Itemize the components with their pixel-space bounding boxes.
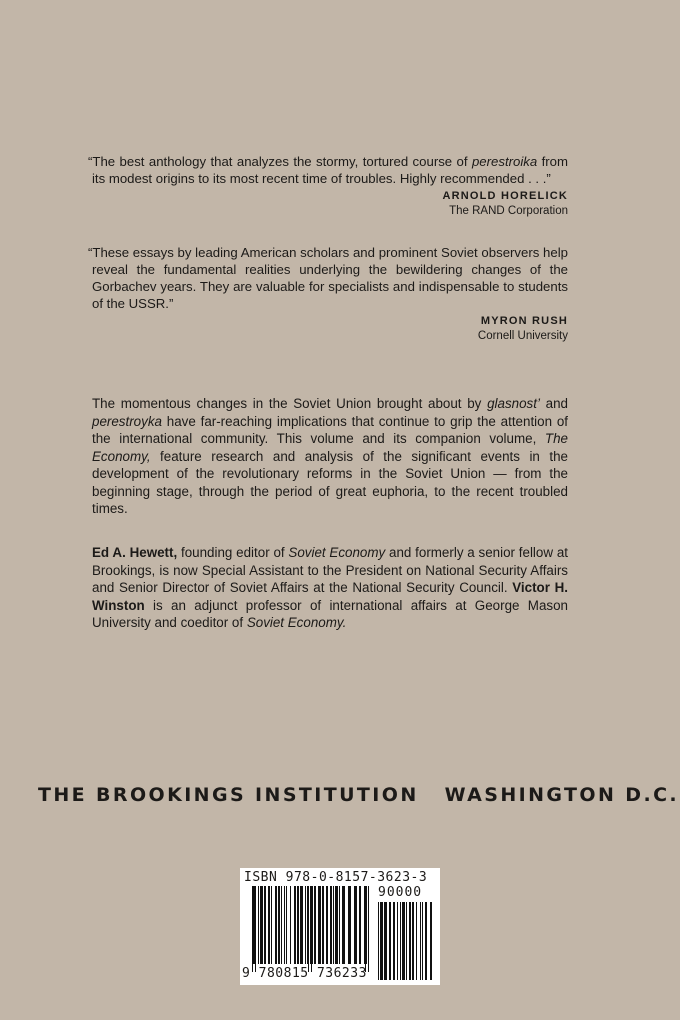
- barcode-bar: [335, 886, 338, 964]
- book-description: [92, 395, 568, 518]
- barcode-bar: [354, 886, 357, 964]
- text-run: founding editor of: [177, 545, 289, 560]
- barcode-bar: [406, 902, 407, 980]
- barcode-bar: [294, 886, 296, 964]
- barcode-bar: [339, 886, 340, 964]
- text-run: The Economy,: [92, 431, 568, 464]
- barcode-bar: [260, 886, 263, 964]
- endorser-organization: Cornell University: [477, 330, 568, 342]
- barcode-guard-bar: [308, 886, 309, 972]
- barcode-bar: [286, 886, 287, 964]
- publisher-line: [38, 784, 680, 806]
- barcode-guard-bar: [368, 886, 369, 972]
- barcode-bar: [284, 886, 285, 964]
- text-run: Soviet Economy: [288, 545, 386, 560]
- barcode-guard-bar: [255, 886, 256, 972]
- barcode-bar: [422, 902, 423, 980]
- text-run: and: [539, 396, 568, 411]
- barcode-bar: [275, 886, 277, 964]
- barcode-bar: [290, 886, 291, 964]
- barcode-bar: [264, 886, 266, 964]
- text-run: Ed A. Hewett,: [92, 545, 178, 560]
- barcode-bar: [364, 886, 365, 964]
- barcode-bar: [378, 902, 379, 980]
- barcode: [240, 868, 440, 985]
- barcode-guard-bar: [252, 886, 253, 972]
- barcode-bar: [297, 886, 299, 964]
- text-run: and formerly a senior fellow at Brookings, is now Special Assistant to the President on National Security Affairs and Senior Director of Soviet Affairs at the National Security Council.: [92, 545, 568, 595]
- text-run: Soviet Economy.: [246, 615, 347, 630]
- barcode-guard-bar: [311, 886, 312, 972]
- barcode-bar: [342, 886, 345, 964]
- text-run: Victor H. Winston: [92, 580, 568, 613]
- barcode-bar: [393, 902, 395, 980]
- barcode-bar: [258, 886, 259, 964]
- barcode-bar: [384, 902, 387, 980]
- barcode-bar: [348, 886, 351, 964]
- barcode-bar: [397, 902, 398, 980]
- barcode-bar: [322, 886, 324, 964]
- publisher-city: WASHINGTON D.C.: [444, 784, 680, 806]
- text-run: feature research and analysis of the significant events in the development of the revolutionary reforms in the Soviet Union — from the beginning stage, through the period of great euphoria, to the recent troubled times.: [92, 448, 568, 516]
- endorsement-attribution: [92, 314, 568, 343]
- endorsement-quote: [88, 153, 569, 187]
- text-run: perestroika: [471, 154, 538, 169]
- endorser-organization: The RAND Corporation: [449, 205, 568, 217]
- endorser-name: MYRON RUSH: [480, 315, 568, 327]
- barcode-bar: [425, 902, 427, 980]
- barcode-bar: [409, 902, 411, 980]
- barcode-bar: [389, 902, 391, 980]
- barcode-bar: [333, 886, 334, 964]
- barcode-bar: [281, 886, 282, 964]
- barcode-bar: [402, 902, 405, 980]
- barcode-bar: [314, 886, 316, 964]
- barcode-bar: [416, 902, 417, 980]
- barcode-bar: [305, 886, 306, 964]
- text-run: from its modest origins to its most recent time of troubles. Highly recommended . . .”: [92, 154, 569, 186]
- endorsement-attribution: [92, 189, 568, 218]
- barcode-bar: [326, 886, 328, 964]
- barcode-bar: [359, 886, 361, 964]
- barcode-guard-bar: [365, 886, 366, 972]
- text-run: “The best anthology that analyzes the stormy, tortured course of: [88, 154, 472, 169]
- barcode-bar: [271, 886, 272, 964]
- text-run: glasnost’: [487, 396, 540, 411]
- barcode-bar: [300, 886, 303, 964]
- isbn-label: ISBN 978-0-8157-3623-3: [244, 870, 428, 885]
- barcode-bar: [318, 886, 321, 964]
- endorsement-2: [88, 244, 568, 343]
- barcode-bar: [268, 886, 270, 964]
- endorsement-1: [88, 153, 569, 218]
- text-run: have far-reaching implications that continue to grip the attention of the international community. This volume and its companion volume,: [92, 413, 568, 446]
- endorser-name: ARNOLD HORELICK: [442, 190, 568, 202]
- text-run: “These essays by leading American scholars and prominent Soviet observers help reveal the fundamental realities underlying the bewildering changes of the Gorbachev years. They are valuable for specialists and indispensable to students of the USSR.”: [88, 245, 568, 311]
- barcode-bar: [278, 886, 280, 964]
- barcode-bar: [330, 886, 332, 964]
- barcode-bar: [400, 902, 401, 980]
- text-run: The momentous changes in the Soviet Union brought about by: [92, 396, 488, 411]
- publisher-name: THE BROOKINGS INSTITUTION: [38, 784, 419, 806]
- barcode-bar: [366, 886, 367, 964]
- text-run: perestroyka: [92, 413, 162, 429]
- barcode-bar: [412, 902, 414, 980]
- barcode-bar: [380, 902, 383, 980]
- editor-bios: [92, 544, 568, 632]
- barcode-bar: [420, 902, 421, 980]
- barcode-bar: [430, 902, 432, 980]
- text-run: is an adjunct professor of international affairs at George Mason University and coeditor of: [92, 597, 568, 630]
- ean-digits: 9 780815 736233: [242, 966, 367, 981]
- price-addon-digits: 90000: [378, 885, 423, 900]
- endorsement-quote: [88, 244, 568, 312]
